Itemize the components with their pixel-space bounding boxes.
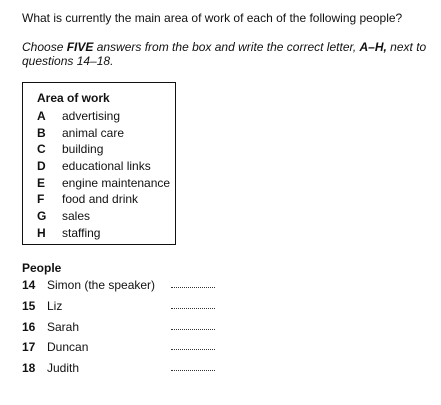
option-letter: B [37, 125, 46, 140]
person-row-18 [22, 361, 155, 382]
question-text: What is currently the main area of work of each of the following people? [22, 11, 403, 25]
option-e [37, 175, 170, 192]
option-text: staffing [62, 225, 101, 240]
person-row-14 [22, 278, 155, 299]
instruction-part-3: next to questions 14–18. [22, 40, 427, 68]
person-row-17 [22, 340, 155, 361]
option-d [37, 158, 170, 175]
person-name: Judith [47, 361, 80, 376]
person-name: Sarah [47, 319, 80, 334]
option-letter: F [37, 192, 45, 207]
question-number: 14 [22, 278, 36, 292]
question-number: 18 [22, 361, 36, 376]
answer-blank[interactable] [171, 329, 215, 330]
option-b [37, 125, 170, 142]
people-title: People [22, 261, 62, 275]
option-letter: A [37, 109, 46, 123]
option-text: building [62, 142, 104, 157]
option-letter: H [37, 225, 46, 240]
person-name: Liz [47, 298, 63, 313]
option-letter: E [37, 175, 46, 190]
people-list [22, 278, 155, 382]
area-of-work-box [22, 82, 176, 245]
instruction-part-2: answers from the box and write the correct letter, [93, 40, 360, 54]
person-name: Duncan [47, 340, 89, 355]
option-text: advertising [62, 109, 121, 123]
option-text: animal care [62, 125, 125, 140]
option-text: sales [62, 209, 91, 224]
option-letter: C [37, 142, 46, 157]
instruction-bold-range: A–H, [359, 40, 387, 54]
instruction-text [22, 40, 432, 68]
person-name: Simon (the speaker) [47, 278, 156, 292]
option-letter: D [37, 159, 46, 174]
option-g [37, 208, 170, 225]
option-f [37, 191, 170, 208]
option-letter: G [37, 209, 47, 224]
question-number: 17 [22, 340, 36, 355]
answer-blank[interactable] [171, 349, 215, 350]
person-row-15 [22, 299, 155, 320]
option-h [37, 225, 170, 242]
option-a [37, 108, 170, 125]
answer-blank[interactable] [171, 370, 215, 371]
option-text: food and drink [62, 192, 139, 207]
instruction-bold-five: FIVE [66, 40, 94, 54]
answer-blank[interactable] [171, 287, 215, 288]
box-title: Area of work [37, 91, 110, 105]
person-row-16 [22, 320, 155, 341]
answer-blank[interactable] [171, 308, 215, 309]
question-number: 16 [22, 319, 36, 334]
option-c [37, 141, 170, 158]
options-list [37, 108, 170, 242]
option-text: educational links [62, 159, 151, 174]
question-number: 15 [22, 298, 36, 313]
option-text: engine maintenance [62, 175, 171, 190]
instruction-part-1: Choose [22, 40, 67, 54]
